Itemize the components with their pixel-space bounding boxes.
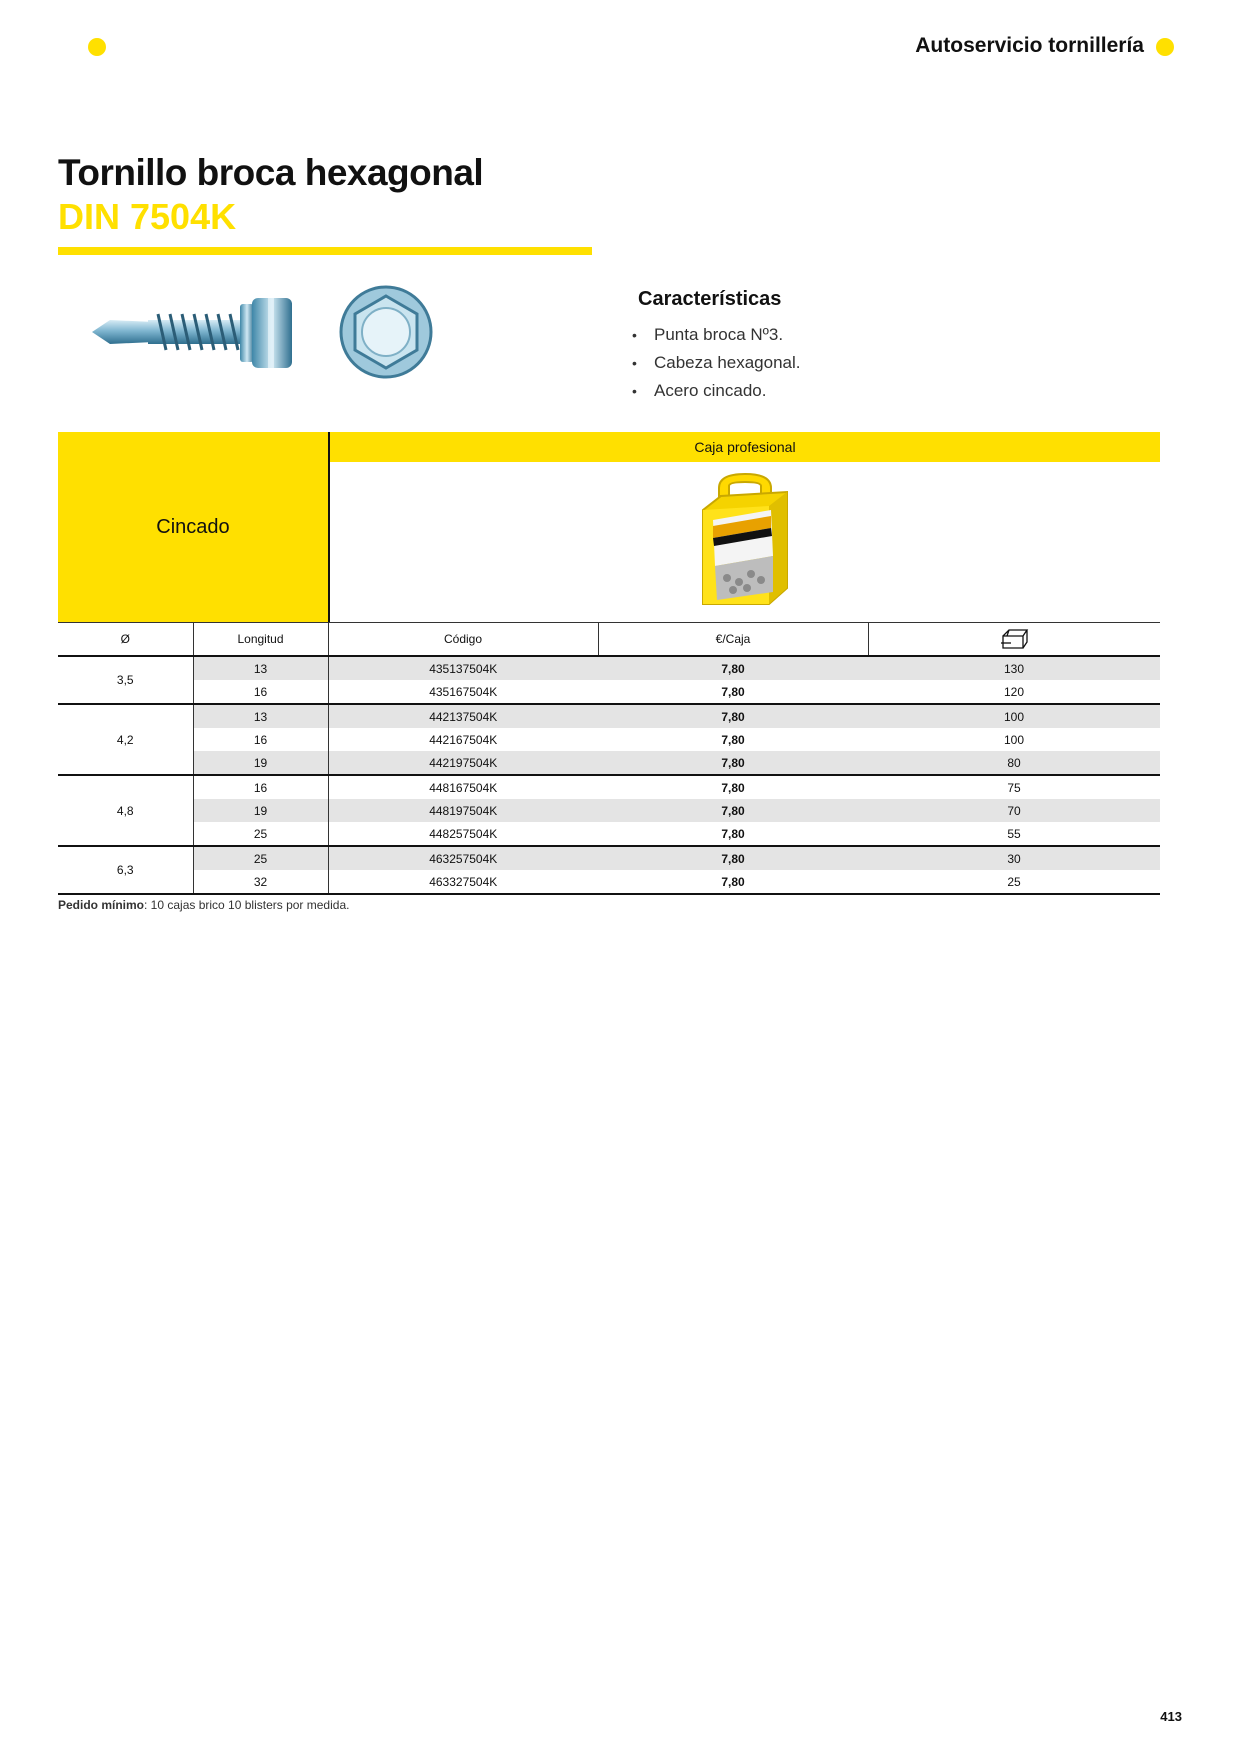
quantity-cell: 30 [868, 846, 1160, 870]
price-cell: 7,80 [598, 799, 868, 822]
title-underline [58, 247, 592, 255]
product-title: Tornillo broca hexagonal [58, 152, 484, 193]
quantity-cell: 100 [868, 704, 1160, 728]
price-cell: 7,80 [598, 846, 868, 870]
column-header-quantity [868, 623, 1160, 657]
pack-label: Caja profesional [330, 432, 1160, 462]
quantity-cell: 25 [868, 870, 1160, 894]
length-cell: 25 [193, 822, 328, 846]
finish-label: Cincado [58, 432, 328, 622]
column-header-price: €/Caja [598, 623, 868, 657]
column-header-diameter: Ø [58, 623, 193, 657]
code-cell: 442137504K [328, 704, 598, 728]
table-row [58, 680, 1160, 704]
diameter-cell: 4,2 [58, 704, 193, 775]
decorative-dot-right-icon [1156, 38, 1174, 56]
length-cell: 19 [193, 799, 328, 822]
price-cell: 7,80 [598, 704, 868, 728]
table-row [58, 799, 1160, 822]
length-cell: 16 [193, 775, 328, 799]
code-cell: 442167504K [429, 732, 498, 747]
table-row [58, 822, 1160, 846]
code-cell: 448167504K [429, 780, 498, 795]
diameter-cell: 4,8 [58, 775, 193, 846]
note-label: Pedido mínimo [58, 898, 145, 912]
product-data-table [58, 622, 1160, 895]
table-row [58, 751, 1160, 775]
feature-item: • Punta broca Nº3. [630, 321, 801, 349]
feature-item: • Cabeza hexagonal. [630, 349, 801, 377]
code-cell: 448257504K [328, 822, 598, 846]
code-cell: 442197504K [328, 751, 598, 775]
table-row [58, 728, 1160, 751]
length-cell: 25 [193, 846, 328, 870]
price-cell: 7,80 [598, 680, 868, 704]
table-row [58, 775, 1160, 799]
code-cell: 463257504K [328, 846, 598, 870]
price-cell: 7,80 [721, 780, 745, 795]
note-text: : 10 cajas brico 10 blisters por medida. [144, 898, 350, 912]
length-cell: 16 [193, 728, 328, 751]
code-cell: 448197504K [328, 799, 598, 822]
table-row [58, 656, 1160, 680]
page-number: 413 [1160, 1709, 1182, 1724]
decorative-dot-left-icon [88, 38, 106, 56]
price-cell: 7,80 [598, 751, 868, 775]
quantity-cell: 130 [868, 656, 1160, 680]
column-header-code: Código [328, 623, 598, 657]
quantity-cell: 120 [868, 680, 1160, 704]
feature-item: • Acero cincado. [630, 377, 801, 405]
column-header-length: Longitud [193, 623, 328, 657]
length-cell: 16 [193, 680, 328, 704]
features-heading: Características [638, 288, 782, 310]
section-title: Autoservicio tornillería [915, 34, 1144, 57]
product-standard: DIN 7504K [58, 196, 237, 237]
box-icon [999, 627, 1029, 651]
code-cell: 463327504K [328, 870, 598, 894]
diameter-cell: 3,5 [58, 656, 193, 704]
screw-side-image [88, 284, 308, 380]
professional-box-image [697, 470, 793, 612]
code-cell: 435167504K [328, 680, 598, 704]
pack-column [328, 432, 1160, 622]
table-row [58, 846, 1160, 870]
price-cell: 7,80 [598, 656, 868, 680]
length-cell: 13 [193, 656, 328, 680]
features-list [630, 321, 801, 405]
table-row [58, 870, 1160, 894]
minimum-order-note [58, 898, 349, 912]
quantity-cell: 75 [1007, 780, 1021, 795]
diameter-cell: 6,3 [58, 846, 193, 894]
quantity-cell: 80 [868, 751, 1160, 775]
length-cell: 32 [193, 870, 328, 894]
length-cell: 13 [193, 704, 328, 728]
price-cell: 7,80 [598, 870, 868, 894]
product-table [58, 432, 1160, 895]
price-cell: 7,80 [598, 822, 868, 846]
quantity-cell: 55 [868, 822, 1160, 846]
screw-head-image [338, 284, 434, 380]
features-section [630, 288, 801, 405]
table-row [58, 704, 1160, 728]
code-cell: 435137504K [328, 656, 598, 680]
price-cell: 7,80 [721, 732, 745, 747]
quantity-cell: 100 [1003, 732, 1025, 747]
quantity-cell: 70 [868, 799, 1160, 822]
table-header-block [58, 432, 1160, 622]
length-cell: 19 [193, 751, 328, 775]
